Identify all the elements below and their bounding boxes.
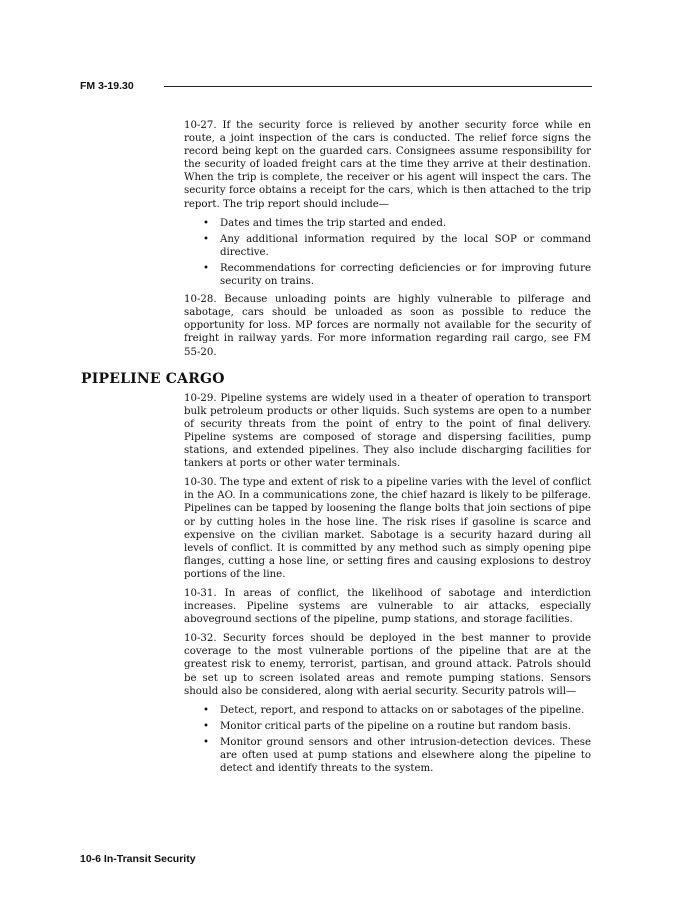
list-item-text: Any additional information required by the local SOP or command directive. [220, 233, 591, 258]
list-item [184, 233, 591, 259]
list-item-text: Recommendations for correcting deficiencies or for improving future security on trains. [220, 262, 591, 288]
list-item [184, 217, 591, 230]
paragraph-10-30: 10-30. The type and extent of risk to a pipeline varies with the level of conflict in the AO. In a communications zone, the chief hazard is likely to be pilferage. Pipelines can be tapped by loosening the flange bolts that join sections of pipe or by cutting holes in the hose line. The risk rises if gasoline is scarce and expensive on the civilian market. Sabotage is a security hazard during all levels of conflict. It is committed by any method such as simply opening pipe flanges, cutting a hose line, or setting fires and causing explosions to destroy portions of the line. [184, 477, 591, 580]
list-item-text: Detect, report, and respond to attacks on or sabotages of the pipeline. [220, 704, 585, 716]
body-text [81, 119, 591, 780]
header-doc-id: FM 3-19.30 [80, 80, 134, 92]
paragraph-10-28: 10-28. Because unloading points are highly vulnerable to pilferage and sabotage, cars should be unloaded as soon as possible to reduce the opportunity for loss. MP forces are normally not available for the security of freight in railway yards. For more information regarding rail cargo, see FM 55-20. [184, 294, 591, 358]
running-footer: 10-6 In-Transit Security [80, 853, 196, 865]
trip-report-list [184, 217, 591, 288]
paragraph-10-32: 10-32. Security forces should be deployed in the best manner to provide coverage to the most vulnerable portions of the pipeline that are at the greatest risk to enemy, terrorist, partisan, and ground attack. Patrols should be set up to screen isolated areas and remote pumping stations. Sensors should also be considered, along with aerial security. Security patrols will— [184, 633, 591, 697]
section-heading: PIPELINE CARGO [81, 370, 225, 387]
list-item [184, 704, 591, 717]
list-item-text: Monitor ground sensors and other intrusion-detection devices. These are often used at pump stations and elsewhere along the pipeline to detect and identify threats to the system. [220, 736, 591, 775]
list-item-text: Monitor critical parts of the pipeline on a routine but random basis. [220, 720, 571, 732]
paragraph-10-31: 10-31. In areas of conflict, the likelihood of sabotage and interdiction increases. Pipeline systems are vulnerable to air attacks, especially aboveground sections of the pipeline, pump stations, and storage facilities. [184, 588, 591, 626]
list-item [184, 720, 591, 733]
bullet-icon: • [203, 704, 210, 716]
header-rule [164, 86, 592, 87]
patrol-duties-list [184, 704, 591, 775]
bullet-icon: • [203, 736, 210, 748]
bullet-icon: • [203, 217, 210, 229]
running-header [80, 80, 592, 94]
bullet-icon: • [203, 720, 210, 732]
list-item [184, 736, 591, 775]
bullet-icon: • [203, 233, 210, 245]
list-item [184, 262, 591, 288]
paragraph-10-29: 10-29. Pipeline systems are widely used in a theater of operation to transport bulk petroleum products or other liquids. Such systems are open to a number of security threats from the point of entry to the point of final delivery. Pipeline systems are composed of storage and dispersing facilities, pump stations, and extended pipelines. They also include discharging facilities for tankers at ports or other water terminals. [184, 392, 591, 470]
list-item-text: Dates and times the trip started and ended. [220, 217, 447, 229]
bullet-icon: • [203, 262, 210, 274]
paragraph-10-27: 10-27. If the security force is relieved by another security force while en route, a joint inspection of the cars is conducted. The relief force signs the record being kept on the guarded cars. Consignees assume responsibility for the security of loaded freight cars at the time they arrive at their destination. When the trip is complete, the receiver or his agent will inspect the cars. The security force obtains a receipt for the cars, which is then attached to the trip report. The trip report should include— [184, 120, 591, 210]
